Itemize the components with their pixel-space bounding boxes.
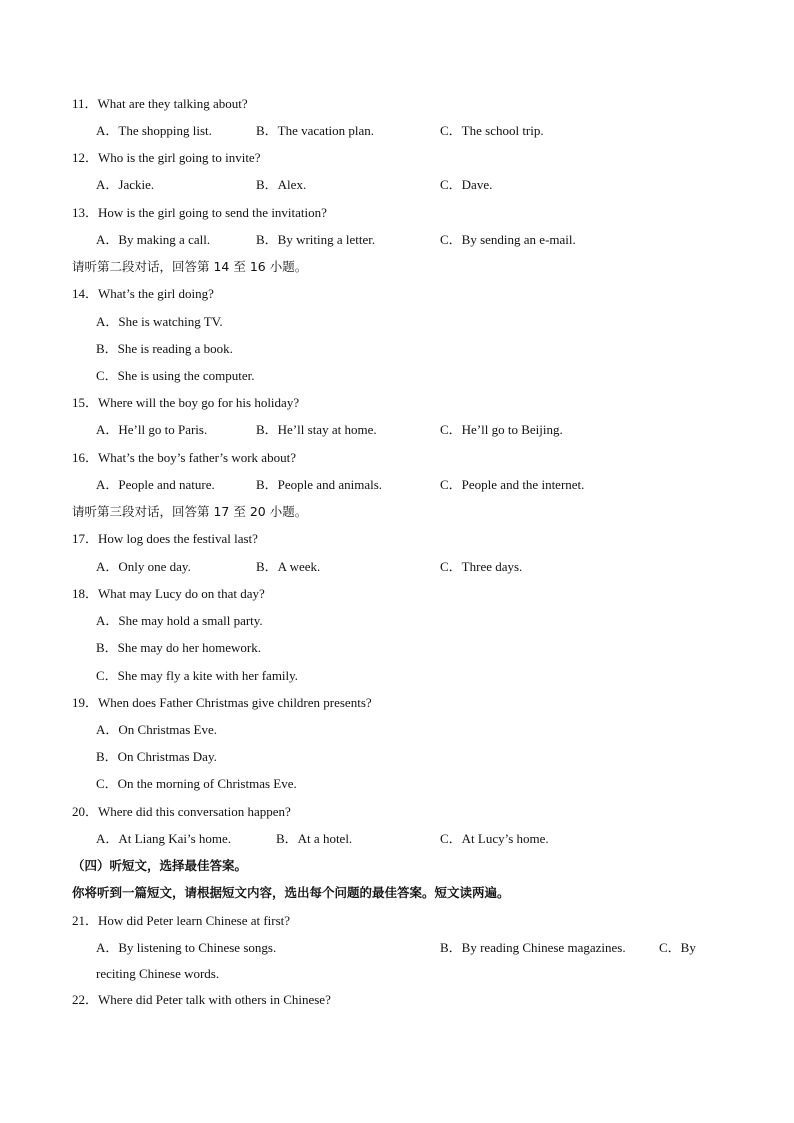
answer-option: A．By making a call. [96, 232, 211, 247]
answer-option: B．He’ll stay at home. [256, 422, 377, 437]
answer-option: reciting Chinese words. [96, 966, 220, 981]
answer-option: A．He’ll go to Paris. [96, 422, 208, 437]
section-instruction: （四）听短文，选择最佳答案。 [72, 858, 248, 873]
section-instruction: 请听第二段对话，回答第 14 至 16 小题。 [72, 259, 308, 274]
answer-option: B．On Christmas Day. [96, 749, 217, 764]
question-text: 13．How is the girl going to send the invitation? [72, 205, 327, 220]
answer-option: B．By reading Chinese magazines. [440, 940, 626, 955]
answer-option: A．Only one day. [96, 559, 191, 574]
question-text: 12．Who is the girl going to invite? [72, 150, 261, 165]
answer-option: C．By [659, 940, 696, 955]
answer-option: A．People and nature. [96, 477, 215, 492]
answer-option: C．Three days. [440, 559, 523, 574]
question-text: 17．How log does the festival last? [72, 531, 258, 546]
question-text: 14．What’s the girl doing? [72, 286, 214, 301]
answer-option: C．The school trip. [440, 123, 544, 138]
question-text: 16．What’s the boy’s father’s work about? [72, 450, 296, 465]
answer-option: C．Dave. [440, 177, 493, 192]
answer-option: A．The shopping list. [96, 123, 212, 138]
answer-option: B．People and animals. [256, 477, 383, 492]
answer-option: C．He’ll go to Beijing. [440, 422, 563, 437]
answer-option: B．She may do her homework. [96, 640, 262, 655]
section-instruction: 请听第三段对话，回答第 17 至 20 小题。 [72, 504, 308, 519]
answer-option: A．She may hold a small party. [96, 613, 263, 628]
answer-option: A．Jackie. [96, 177, 155, 192]
answer-option: B．At a hotel. [276, 831, 353, 846]
question-text: 19．When does Father Christmas give children presents? [72, 695, 372, 710]
answer-option: A．She is watching TV. [96, 314, 223, 329]
question-text: 18．What may Lucy do on that day? [72, 586, 265, 601]
answer-option: B．By writing a letter. [256, 232, 376, 247]
question-text: 21．How did Peter learn Chinese at first? [72, 913, 291, 928]
answer-option: A．By listening to Chinese songs. [96, 940, 277, 955]
answer-option: C．People and the internet. [440, 477, 585, 492]
answer-option: A．At Liang Kai’s home. [96, 831, 232, 846]
answer-option: B．A week. [256, 559, 321, 574]
question-text: 20．Where did this conversation happen? [72, 804, 291, 819]
question-text: 22．Where did Peter talk with others in Chinese? [72, 992, 331, 1007]
section-instruction: 你将听到一篇短文，请根据短文内容，选出每个问题的最佳答案。短文读两遍。 [72, 885, 510, 900]
answer-option: B．She is reading a book. [96, 341, 233, 356]
answer-option: C．At Lucy’s home. [440, 831, 549, 846]
answer-option: B．Alex. [256, 177, 307, 192]
answer-option: C．She may fly a kite with her family. [96, 668, 299, 683]
answer-option: C．She is using the computer. [96, 368, 255, 383]
answer-option: B．The vacation plan. [256, 123, 375, 138]
answer-option: C．On the morning of Christmas Eve. [96, 776, 297, 791]
answer-option: C．By sending an e-mail. [440, 232, 576, 247]
answer-option: A．On Christmas Eve. [96, 722, 217, 737]
question-text: 15．Where will the boy go for his holiday? [72, 395, 300, 410]
question-text: 11．What are they talking about? [72, 96, 248, 111]
